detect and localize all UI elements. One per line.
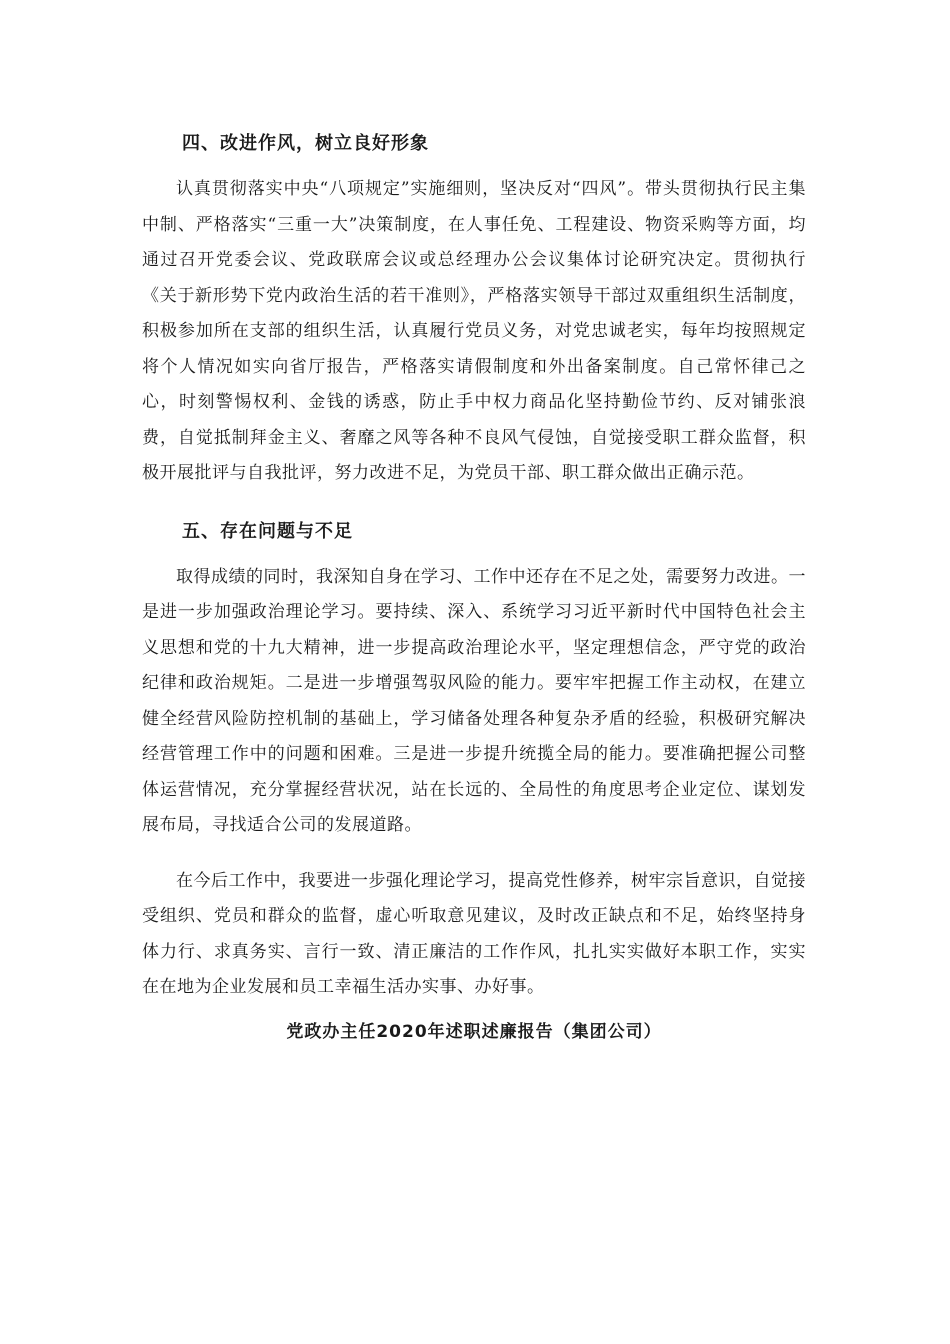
next-document-title: 党政办主任2020年述职述廉报告（集团公司） [286, 1021, 662, 1042]
section-heading-4: 四、改进作风，树立良好形象 [182, 133, 429, 154]
section-heading-5: 五、存在问题与不足 [182, 520, 353, 542]
section-5-paragraph-1: 取得成绩的同时，我深知自身在学习、工作中还存在不足之处，需要努力改进。一是进一步加强政治理论学习。要持续、深入、系统学习习近平新时代中国特色社会主义思想和党的十九大精神，进一步提高政治理论水平，坚定理想信念，严守党的政治纪律和政治规矩。二是进一步增强驾驭风险的能力。要牢牢把握工作主动权，在建立健全经营风险防控机制的基础上，学习储备处理各种复杂矛盾的经验，积极研究解决经营管理工作中的问题和困难。三是进一步提升统揽全局的能力。要准确把握公司整体运营情况，充分掌握经营状况，站在长远的、全局性的角度思考企业定位、谋划发展布局，寻找适合公司的发展道路。 [142, 566, 806, 835]
section-4-paragraph-1: 认真贯彻落实中央“八项规定”实施细则，坚决反对“四风”。带头贯彻执行民主集中制、严格落实“三重一大”决策制度，在人事任免、工程建设、物资采购等方面，均通过召开党委会议、党政联席会议或总经理办公会议集体讨论研究决定。贯彻执行《关于新形势下党内政治生活的若干准则》，严格落实领导干部过双重组织生活制度，积极参加所在支部的组织生活，认真履行党员义务，对党忠诚老实，每年均按照规定将个人情况如实向省厅报告，严格落实请假制度和外出备案制度。自己常怀律己之心，时刻警惕权利、金钱的诱惑，防止手中权力商品化坚持勤俭节约、反对铺张浪费，自觉抵制拜金主义、奢靡之风等各种不良风气侵蚀，自觉接受职工群众监督，积极开展批评与自我批评，努力改进不足，为党员干部、职工群众做出正确示范。 [142, 179, 806, 483]
section-5-paragraph-2: 在今后工作中，我要进一步强化理论学习，提高党性修养，树牢宗旨意识，自觉接受组织、党员和群众的监督，虚心听取意见建议，及时改正缺点和不足，始终坚持身体力行、求真务实、言行一致、清正廉洁的工作作风，扎扎实实做好本职工作，实实在在地为企业发展和员工幸福生活办实事、办好事。 [142, 870, 806, 997]
document-page [142, 128, 806, 1048]
